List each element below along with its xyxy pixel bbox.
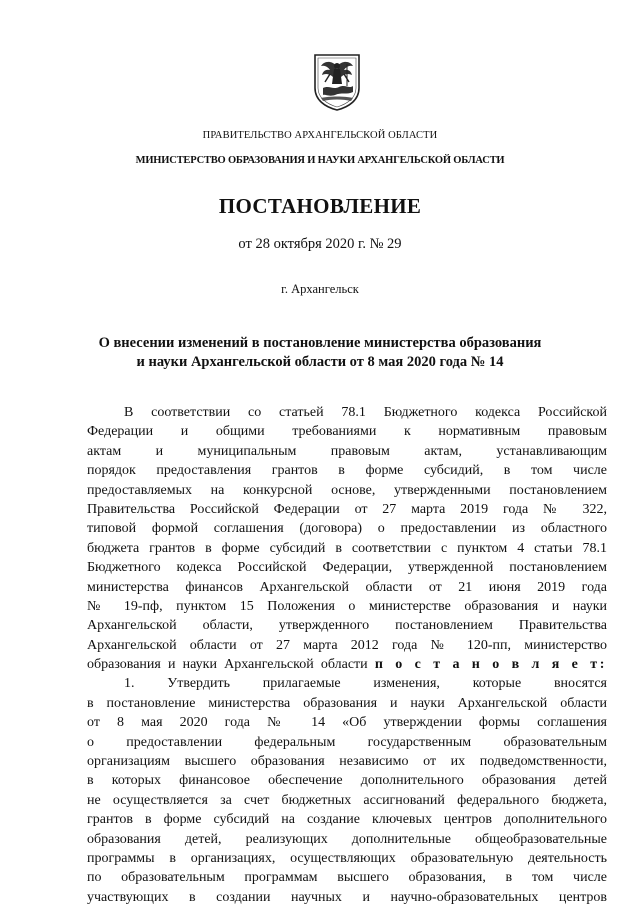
body-line: В соответствии со статьей 78.1 Бюджетного кодекса Российской	[124, 405, 607, 420]
body-line: № 19-пф, пунктом 15 Положения о министерстве образования и науки	[87, 598, 607, 614]
body-line: типовой формой соглашения (договора) о предоставлении из областного	[87, 521, 607, 537]
body-line: Правительства Российской Федерации от 27 марта 2019 года № 322,	[87, 501, 607, 517]
body-line: не осуществляется за счет бюджетных ассигнований федерального бюджета,	[87, 792, 607, 808]
arkhangelsk-coat-of-arms-icon	[311, 52, 363, 112]
subject-line: и науки Архангельской области от 8 мая 2020 года № 14	[136, 354, 504, 370]
ministry-name: МИНИСТЕРСТВО ОБРАЗОВАНИЯ И НАУКИ АРХАНГЕЛЬСКОЙ ОБЛАСТИ	[135, 155, 505, 166]
body-line: Архангельской области, утвержденного постановлением Правительства	[87, 618, 607, 634]
body-line: бюджета грантов в форме субсидий в соответствии с пунктом 4 статьи 78.1	[87, 540, 607, 556]
body-line: Федерации и общими требованиями к нормативным правовым	[87, 424, 607, 440]
decree-word: п о с т а н о в л я е т:	[374, 657, 607, 673]
body-line: от 8 мая 2020 года № 14 «Об утверждении формы соглашения	[87, 715, 607, 731]
body-line: Архангельской области от 27 марта 2012 года № 120-пп, министерство	[87, 637, 607, 653]
body-line: министерства финансов Архангельской области от 21 июня 2019 года	[87, 579, 607, 595]
body-line: организациям высшего образования независимо от их подведомственности,	[87, 754, 607, 770]
document-date-number: от 28 октября 2020 г. № 29	[238, 236, 402, 252]
body-line: порядок предоставления грантов в форме субсидий, в том числе	[87, 463, 607, 479]
body-line: в постановление министерства образования и науки Архангельской области	[87, 695, 607, 711]
body-line: программы в организациях, осуществляющих образовательную деятельность	[87, 850, 607, 866]
body-line: Бюджетного кодекса Российской Федерации, утвержденной постановлением	[87, 560, 607, 576]
document-city: г. Архангельск	[281, 282, 359, 296]
body-line: о предоставлении федеральным государственным образовательным	[87, 734, 607, 750]
government-name: ПРАВИТЕЛЬСТВО АРХАНГЕЛЬСКОЙ ОБЛАСТИ	[202, 130, 438, 141]
body-line: в которых финансовое обеспечение дополнительного образования детей	[87, 773, 607, 789]
body-line: по образовательным программам высшего образования, в том числе	[87, 870, 607, 886]
body-line-decree	[87, 655, 607, 674]
body-line: предоставляемых на конкурсной основе, утвержденными постановлением	[87, 482, 607, 498]
body-line: 1. Утвердить прилагаемые изменения, которые вносятся	[124, 676, 607, 692]
document-subject	[0, 334, 640, 372]
body-line-text: образования и науки Архангельской области	[87, 657, 375, 673]
body-line: актам и муниципальным правовым актам, устанавливающим	[87, 443, 607, 459]
body-line: образования детей, реализующих дополнительные общеобразовательные	[87, 831, 607, 847]
body-line: участвующих в создании научных и научно-образовательных центров	[87, 889, 607, 905]
subject-line: О внесении изменений в постановление министерства образования	[98, 335, 542, 351]
document-body	[87, 403, 607, 907]
body-line: грантов в форме субсидий на создание ключевых центров дополнительного	[87, 812, 607, 828]
document-title: ПОСТАНОВЛЕНИЕ	[218, 194, 422, 218]
